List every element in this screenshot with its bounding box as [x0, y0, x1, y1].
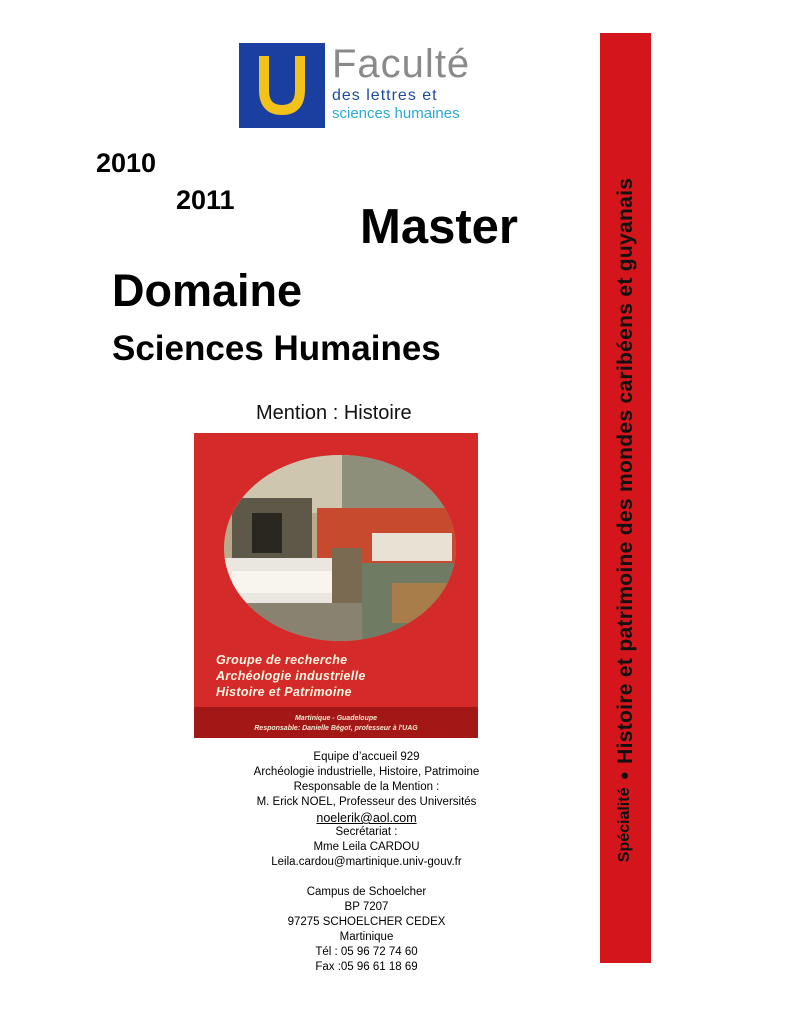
year-end: 2011 [176, 185, 235, 215]
cover-bottom-bar [194, 707, 478, 738]
postal-code-city: 97275 SCHOELCHER CEDEX [287, 916, 446, 928]
email-link[interactable]: noelerik@aol.com [316, 811, 417, 825]
cover-title-line-3: Histoire et Patrimoine [216, 685, 352, 699]
specialty-label: Spécialité [616, 787, 633, 863]
domain-heading: Domaine [112, 265, 303, 316]
po-box: BP 7207 [344, 901, 389, 913]
phone: Tél : 05 96 72 74 60 [315, 946, 418, 958]
team-topics: Archéologie industrielle, Histoire, Patrimoine [253, 766, 480, 778]
secretary-email: Leila.cardou@martinique.univ-gouv.fr [271, 856, 462, 868]
domain-name: Sciences Humaines [112, 329, 441, 368]
year-start: 2010 [96, 148, 157, 178]
photo-collage-icon [222, 453, 458, 643]
cover-title-line-1: Groupe de recherche [216, 653, 348, 667]
logo-subtitle-1: des lettres et [332, 87, 438, 104]
specialty-name: Histoire et patrimoine des mondes caribéens et guyanais [613, 177, 637, 764]
cover-responsible: Responsable: Danielle Bégot, professeur à l'UAG [254, 725, 418, 732]
secretariat-label: Secrétariat : [335, 826, 398, 838]
logo-subtitle-2: sciences humaines [332, 105, 460, 122]
mention-label: Mention : Histoire [256, 402, 412, 424]
fax: Fax :05 96 61 18 69 [315, 961, 418, 973]
mention-manager-name: M. Erick NOEL, Professeur des Universités [256, 796, 477, 808]
logo-wordmark: Faculté [332, 42, 471, 86]
region: Martinique [339, 931, 394, 943]
bullet-icon: • [612, 771, 637, 780]
secretary-name: Mme Leila CARDOU [313, 841, 420, 853]
cover-image [194, 433, 478, 738]
campus-name: Campus de Schoelcher [306, 886, 427, 898]
mention-manager-label: Responsable de la Mention : [293, 781, 440, 793]
specialty-vertical-title [610, 120, 640, 920]
cover-title-line-2: Archéologie industrielle [216, 669, 366, 683]
degree-title: Master [360, 200, 518, 254]
cover-location: Martinique - Guadeloupe [294, 715, 378, 722]
team-label: Equipe d’accueil 929 [313, 751, 420, 763]
logo-u-icon [252, 52, 312, 118]
